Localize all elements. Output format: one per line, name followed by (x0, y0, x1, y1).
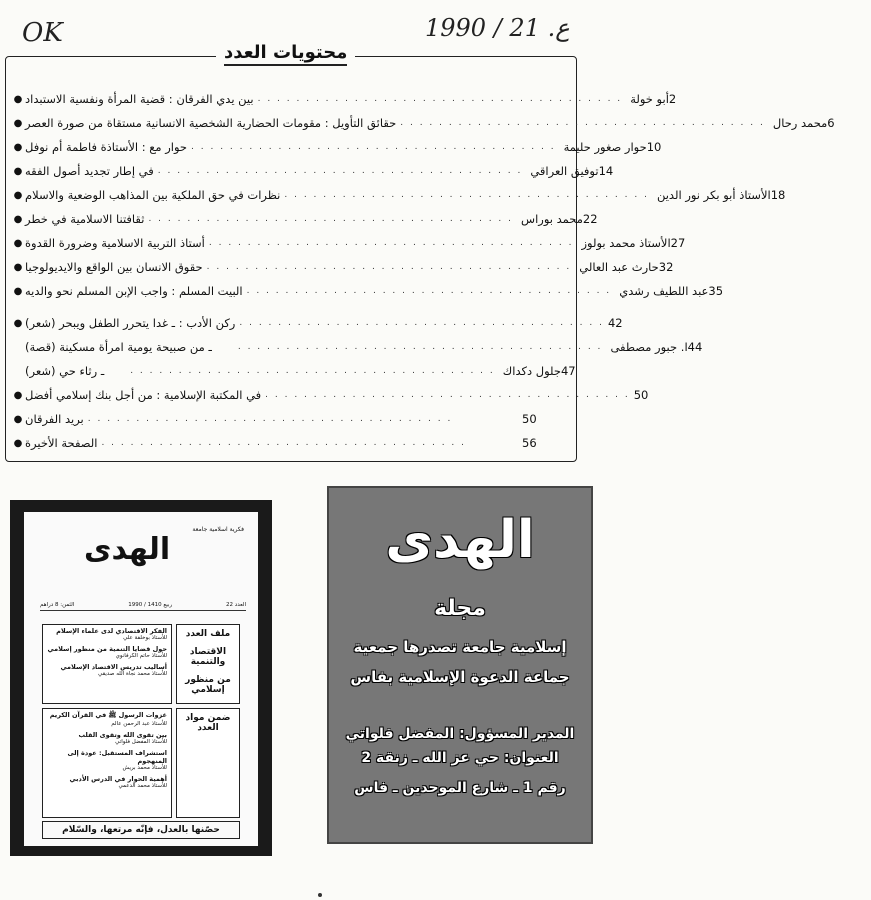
toc-entry-title: البيت المسلم : واجب الإبن المسلم نحو والديه (25, 284, 243, 298)
toc-entry-title: بريد الفرقان (25, 412, 84, 426)
toc-entry-page: 10 (646, 140, 662, 154)
toc-entry-title: ـ من صبيحة يومية امرأة مسكينة (قصة) (25, 340, 212, 354)
toc-bullet: ● (13, 437, 23, 449)
toc-bullet: ● (13, 413, 23, 425)
cover-contents-label: ضمن مواد العدد (185, 713, 231, 733)
toc-entry-author: توفيق العراقي (530, 164, 599, 178)
cover-article-author: للأستاذ محمد الدعمي (118, 783, 167, 789)
toc-leader-dots: . . . . . . . . . . . . . . . . . . . . . . . . . . . . . . . . . . . . . . (191, 142, 556, 152)
toc-entry-title: نظرات في حق الملكية بين المذاهب الوضعية والاسلام (25, 188, 281, 202)
cover-article-author: للأستاذ محمد نجاة الله صديقي (98, 671, 167, 677)
cover-issue: العدد 22 (226, 602, 246, 608)
toc-entry-title: حقائق التأويل : مقومات الحضارية الشخصية الانسانية مستقاة من صورة العصر (25, 116, 397, 130)
cover-dossier-line: ملف العدد (185, 629, 231, 639)
handwritten-date: 1990 / 21 .ع (425, 14, 570, 42)
cover-article (43, 729, 171, 747)
cover-article (43, 643, 171, 661)
cover-articles-box-2 (42, 708, 172, 818)
toc-entry-title: حوار مع : الأستاذة فاطمة أم نوفل (25, 140, 188, 154)
toc-entry (11, 111, 835, 135)
toc-entry (11, 255, 674, 279)
cover-price: الثمن: 8 دراهم (40, 602, 75, 608)
cover-article (43, 661, 171, 679)
advert-address-line-2: رقم 1 ـ شارع الموحدين ـ فاس (354, 780, 566, 796)
toc-entry (11, 407, 566, 431)
toc-leader-dots: . . . . . . . . . . . . . . . . . . . . . . . . . . . . . . . . . . . . . . (246, 286, 612, 296)
toc-entry (11, 207, 598, 231)
cover-slogan: حصّنها بالعدل، فإنّه مرتعها، والسّلام (42, 821, 240, 839)
cover-article-title: استشراف المستقبل: عودة إلى المنهجوم (67, 749, 167, 765)
handwritten-ok-mark: OK (22, 18, 63, 48)
cover-article-title: غزوات الرسول ﷺ في القرآن الكريم (49, 711, 167, 719)
cover-article (43, 747, 171, 773)
toc-entry-author: الأستاذ محمد بولوز (581, 236, 671, 250)
toc-leader-dots: . . . . . . . . . . . . . . . . . . . . . . . . . . . . . . . . . . . . . . (148, 214, 514, 224)
toc-leader-dots: . . . . . . . . . . . . . . . . . . . . . . . . . . . . . . . . . . . . . . (157, 166, 523, 176)
toc-entry (11, 135, 662, 159)
toc-entry-page: 2 (668, 92, 677, 106)
cover-tagline: فكرية اسلامية جامعة (192, 526, 244, 533)
cover-article-title: بين تقوى الله وتقوى القلب (78, 731, 167, 739)
toc-entry (11, 335, 703, 359)
toc-entry-author: جلول دكداك (502, 364, 561, 378)
toc-entry-page: 47 (560, 364, 576, 378)
toc-entry-page: 42 (607, 316, 623, 330)
cover-article-author: للأستاذ محمد بريش (122, 765, 167, 771)
cover-issue-info (40, 602, 246, 611)
toc-entry (11, 183, 786, 207)
advert-description: إسلامية جامعة تصدرها جمعية (353, 638, 567, 656)
cover-article-title: الفكر الاقتصادي لدى علماء الإسلام (56, 627, 167, 635)
toc-entry-title: ثقافتنا الاسلامية في خطر (25, 212, 145, 226)
toc-entry-page: 44 (687, 340, 703, 354)
cover-article (43, 773, 171, 791)
toc-title: محتويات العدد (216, 42, 355, 66)
cover-articles-box-1 (42, 624, 172, 704)
toc-entry (11, 159, 614, 183)
toc-entry-title: في المكتبة الإسلامية : من أجل بنك إسلامي أفضل (25, 388, 262, 402)
table-of-contents (5, 42, 835, 462)
toc-entry-author: الأستاذ أبو بكر نور الدين (656, 188, 771, 202)
cover-article (43, 625, 171, 643)
cover-contents-box (176, 708, 240, 818)
toc-bullet: ● (13, 93, 23, 105)
toc-entry-title: بين يدي الفرقان : قضية المرأة ونفسية الاستبداد (25, 92, 254, 106)
cover-date: ربيع 1410 / 1990 (128, 602, 173, 608)
toc-leader-dots: . . . . . . . . . . . . . . . . . . . . . . . . . . . . . . . . . . . . . . (239, 318, 604, 328)
toc-entry-author: حوار صغور حليمة (563, 140, 647, 154)
cover-article-title: أساليب تدريس الاقتصاد الإسلامي (60, 663, 167, 671)
toc-entry-page: 35 (708, 284, 724, 298)
toc-bullet: ● (13, 165, 23, 177)
advert-publisher: جماعة الدعوة الإسلامية بفاس (350, 668, 570, 686)
toc-entry-page: 18 (770, 188, 786, 202)
cover-article-title: حول قضايا التنمية من منظور إسلامي (47, 645, 167, 653)
toc-bullet: ● (13, 189, 23, 201)
toc-entry-author: محمد رحال (772, 116, 828, 130)
toc-bullet: ● (13, 141, 23, 153)
toc-leader-dots: . . . . . . . . . . . . . . . . . . . . . . . . . . . . . . . . . . . . . . (400, 118, 765, 128)
toc-bullet: ● (13, 389, 23, 401)
toc-entry-author: عبد اللطيف رشدي (619, 284, 709, 298)
toc-entry-title: في إطار تجديد أصول الفقه (25, 164, 154, 178)
toc-leader-dots: . . . . . . . . . . . . . . . . . . . . . . . . . . . . . . . . . . . . . . (206, 262, 572, 272)
toc-leader-dots: . . . . . . . . . . . . . . . . . . . . . . . . . . . . . . . . . . . . . . (284, 190, 649, 200)
toc-entry-page: 27 (670, 236, 686, 250)
cover-article-author: للأستاذ عبد الرحمن عالم (111, 721, 167, 727)
toc-entry-page: 6 (827, 116, 835, 130)
cover-article-author: للأستاذ حاتم الكرفانوي (115, 653, 167, 659)
toc-entry-page: 32 (658, 260, 674, 274)
cover-article-title: أهمية الحوار في الدرس الأدبي (69, 775, 167, 783)
toc-entry-page: 50 (522, 412, 537, 426)
magazine-cover (24, 512, 258, 846)
cover-dossier-line: الاقتصاد والتنمية (189, 647, 227, 667)
cover-logo: الهدى (84, 532, 171, 567)
toc-entry (11, 231, 686, 255)
cover-advert-frame (10, 500, 272, 856)
toc-entry (11, 383, 649, 407)
toc-entry-page: 56 (522, 436, 537, 450)
advert-logo: الهدى (385, 510, 535, 570)
toc-bullet: ● (13, 285, 23, 297)
toc-leader-dots: . . . . . . . . . . . . . . . . . . . . . . . . . . . . . . . . . . . . . . (257, 94, 623, 104)
toc-entry-title: حقوق الانسان بين الواقع والايديولوجيا (25, 260, 203, 274)
toc-entry-page: 50 (633, 388, 649, 402)
toc-entry-author: حارث عبد العالي (579, 260, 659, 274)
toc-bullet: ● (13, 213, 23, 225)
toc-entry (11, 87, 677, 111)
toc-bullet: ● (13, 117, 23, 129)
cover-dossier-box (176, 624, 240, 704)
toc-entry (11, 279, 724, 303)
toc-leader-dots: . . . . . . . . . . . . . . . . . . . . . . . . . . . . . . . . . . . . . . (265, 390, 630, 400)
toc-leader-dots: . . . . . . . . . . . . . . . . . . . . . . . . . . . . . . . . . . . . . . (130, 366, 495, 376)
toc-entry (11, 359, 576, 383)
toc-entry-page: 14 (598, 164, 614, 178)
page-speck (318, 893, 322, 897)
toc-leader-dots: . . . . . . . . . . . . . . . . . . . . . . . . . . . . . . . . . . . . . . (237, 342, 603, 352)
advert-director: المدير المسؤول: المفضل فلواتي (345, 726, 575, 742)
cover-article-author: للأستاذ بوخلفة علي (123, 635, 167, 641)
cover-dossier-line: من منظور إسلامي (185, 675, 231, 695)
toc-entry-title: أستاذ التربية الاسلامية وضرورة القدوة (25, 236, 205, 250)
toc-entry-author: ا. جبور مصطفى (610, 340, 688, 354)
toc-entry-author: أبو خولة (630, 92, 669, 106)
magazine-advert (327, 486, 593, 844)
toc-entry-title: الصفحة الأخيرة (25, 436, 98, 450)
toc-bullet: ● (13, 261, 23, 273)
toc-leader-dots: . . . . . . . . . . . . . . . . . . . . . . . . . . . . . . . . . . . . . . (87, 414, 453, 424)
toc-leader-dots: . . . . . . . . . . . . . . . . . . . . . . . . . . . . . . . . . . . . . . (101, 438, 467, 448)
toc-entry-title: ـ رثاء حي (شعر) (25, 364, 105, 378)
advert-magazine-label: مجلة (434, 596, 486, 621)
advert-address-line-1: العنوان: حي عز الله ـ زنقة 2 (361, 750, 559, 766)
toc-entry-title: ركن الأدب : ـ غدا يتحرر الطفل ويبحر (شعر) (25, 316, 236, 330)
toc-bullet: ● (13, 317, 23, 329)
toc-entry (11, 431, 566, 455)
toc-leader-dots: . . . . . . . . . . . . . . . . . . . . . . . . . . . . . . . . . . . . . . (208, 238, 574, 248)
cover-article-author: للأستاذ المفضل فلواتي (115, 739, 167, 745)
toc-entry (11, 311, 623, 335)
cover-article (43, 709, 171, 729)
toc-bullet: ● (13, 237, 23, 249)
toc-entry-page: 22 (582, 212, 598, 226)
toc-entry-author: محمد بوراس (521, 212, 583, 226)
